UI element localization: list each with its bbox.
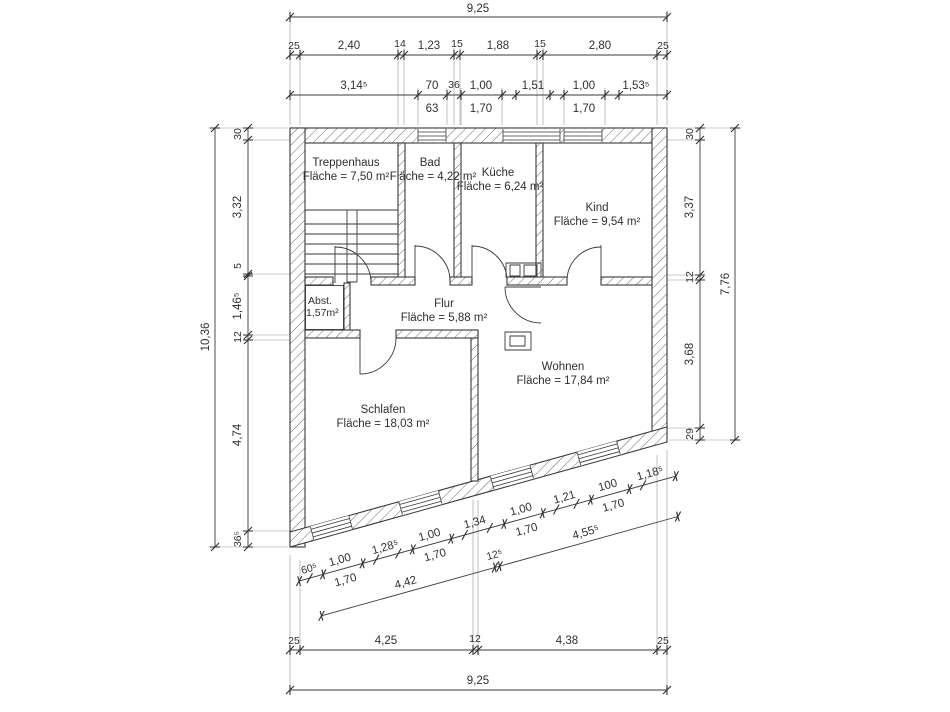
dim-label: 1,00 <box>572 80 596 92</box>
dim-label: 12 <box>232 331 244 343</box>
dim-label: 1,00 <box>508 501 534 519</box>
dim-label: 1,70 <box>514 521 540 539</box>
room-name-flur: Flur <box>434 298 454 310</box>
dim-label: 14 <box>394 38 406 50</box>
door-bad <box>415 245 450 281</box>
dim-label: 10,36 <box>200 322 212 352</box>
dim-label: 30 <box>684 128 696 140</box>
room-name-wohnen: Wohnen <box>541 361 585 373</box>
door-entry <box>335 246 371 283</box>
wall-mid-4 <box>507 277 567 285</box>
windows-top <box>418 129 602 142</box>
dim-top-total <box>286 3 671 22</box>
room-area-flur: Fläche = 5,88 m² <box>400 312 488 324</box>
wall-treppenhaus-bad <box>398 143 405 280</box>
dim-label: 12⁵ <box>485 547 504 564</box>
dim-label: 1,70 <box>333 571 359 590</box>
dim-label: 12 <box>684 271 696 283</box>
dim-label: 25 <box>288 40 300 52</box>
door-flur-wohnen <box>505 287 541 323</box>
dim-label: 15 <box>534 38 546 50</box>
dim-label: 1,51 <box>521 80 545 92</box>
dim-label: 4,74 <box>232 423 244 447</box>
wall-kueche-kind <box>536 143 543 280</box>
wall-abst-right <box>344 283 350 330</box>
dim-label: 60⁵ <box>299 561 319 577</box>
dim-label: 4,55⁵ <box>571 523 601 543</box>
dim-label: 1,70 <box>572 103 596 115</box>
dim-label: 4,25 <box>374 635 398 647</box>
door-kueche <box>472 245 507 281</box>
wall-mid-1 <box>305 277 333 285</box>
wall-mid-2 <box>371 277 415 285</box>
dim-label: 3,14⁵ <box>340 80 368 92</box>
dim-label: 2,40 <box>337 40 361 52</box>
wall-top <box>290 128 667 143</box>
room-name-kind: Kind <box>585 202 609 214</box>
room-name-bad: Bad <box>419 157 441 169</box>
room-area-wohnen: Fläche = 17,84 m² <box>516 375 610 387</box>
dim-label: 9,25 <box>466 3 490 15</box>
dim-bottom-total <box>286 675 671 695</box>
dim-label: 12 <box>469 633 481 645</box>
dim-label: 3,37 <box>684 195 696 219</box>
dim-label: 30 <box>232 128 244 140</box>
staircase <box>305 210 398 282</box>
dim-label: 1,21 <box>552 489 577 507</box>
dim-label: 1,46⁵ <box>232 292 244 320</box>
chimney-wohnen <box>505 332 531 350</box>
room-name-kueche: Küche <box>481 167 515 179</box>
dim-label: 29 <box>684 428 696 440</box>
door-schlafen <box>360 338 396 374</box>
dim-label: 1,53⁵ <box>622 80 650 92</box>
dim-label: 4,38 <box>555 635 579 647</box>
room-area-schlafen: Fläche = 18,03 m² <box>336 418 430 430</box>
dim-label: 2,80 <box>588 40 612 52</box>
dim-right-total <box>720 124 740 444</box>
wall-left <box>290 128 305 547</box>
dim-label: 36⁵ <box>232 530 244 548</box>
dim-top-row2 <box>286 38 671 60</box>
dim-label: 7,76 <box>720 272 732 296</box>
room-area-kueche: Fläche = 6,24 m² <box>456 181 544 193</box>
dim-label: 3,68 <box>684 342 696 366</box>
dim-label: 1,70 <box>422 546 448 565</box>
wall-right <box>652 128 667 442</box>
dim-label: 25 <box>657 635 669 647</box>
dim-right-segments <box>684 124 705 444</box>
wall-bad-kueche <box>454 143 461 280</box>
wall-mid-3 <box>450 277 472 285</box>
wall-schlafen-wohnen <box>471 330 478 481</box>
room-area-bad: Fläche = 4,22 m² <box>389 171 477 183</box>
dim-label: 3,32 <box>232 195 244 219</box>
dim-label: 15 <box>451 38 463 50</box>
dim-label: 9,25 <box>466 675 490 687</box>
dim-label: 1,00 <box>327 551 353 570</box>
dim-left-segments <box>232 124 253 551</box>
dim-label: 25 <box>288 635 300 647</box>
room-area-treppenhaus: Fläche = 7,50 m² <box>302 171 390 183</box>
wall-mid-5 <box>601 277 652 285</box>
dim-label: 1,34 <box>462 513 488 532</box>
wall-flur-schlafen-1 <box>305 330 360 338</box>
door-kind <box>567 245 601 281</box>
dim-label: 36 <box>448 79 460 91</box>
dim-label: 1,70 <box>601 497 626 515</box>
room-area-abst: 1,57m² <box>306 307 339 319</box>
dim-label: 100 <box>596 477 619 495</box>
wall-flur-schlafen-2 <box>396 330 478 338</box>
dim-label: 1,18⁵ <box>635 464 665 484</box>
dim-left-total <box>200 124 220 551</box>
dim-label: 70 <box>425 80 439 92</box>
dim-label: 1,00 <box>469 80 493 92</box>
dim-label: 1,23 <box>417 40 441 52</box>
dim-label: 1,70 <box>469 103 493 115</box>
dim-label: 1,28⁵ <box>370 538 400 558</box>
dim-label: 1,88 <box>486 40 510 52</box>
dim-label: 63 <box>425 103 439 115</box>
dim-top-row3 <box>286 79 671 115</box>
room-name-abst: Abst. <box>308 295 332 307</box>
dim-label: 5 <box>232 263 244 269</box>
room-name-treppenhaus: Treppenhaus <box>312 157 380 169</box>
dim-bottom-segments <box>286 633 671 655</box>
dim-label: 4,42 <box>393 574 419 592</box>
dim-label: 1,00 <box>417 526 443 545</box>
dim-label: 25 <box>657 40 669 52</box>
room-area-kind: Fläche = 9,54 m² <box>553 216 641 228</box>
stair-treads <box>305 210 398 282</box>
room-name-schlafen: Schlafen <box>360 404 406 416</box>
